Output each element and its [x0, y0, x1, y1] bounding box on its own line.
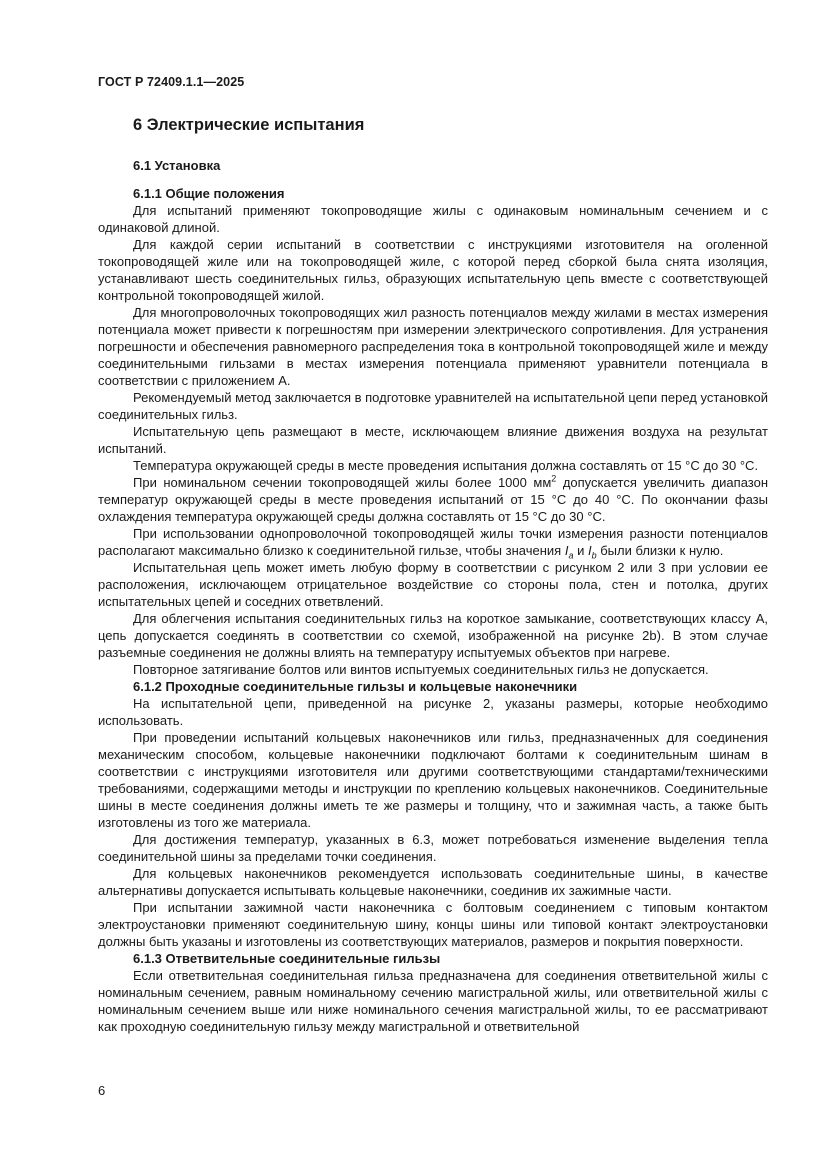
paragraph: Для кольцевых наконечников рекомендуется использовать соединительные шины, в качестве альтернативы допускается испытывать кольцевые наконечники, соединив их зажимные части.	[98, 866, 768, 898]
subscript-b: b	[591, 550, 597, 561]
clause-title-6-1-3: 6.1.3 Ответвительные соединительные гильзы	[133, 951, 441, 966]
subsection-title-6-1: 6.1 Установка	[133, 158, 221, 173]
page-number: 6	[98, 1083, 106, 1098]
subscript-a: a	[568, 550, 574, 561]
paragraph: При испытании зажимной части наконечника с болтовым соединением с типовым контактом электроустановки применяют соединительную шину, концы шины или типовой контакт электроустановки должны быть указаны и изготовлены из соответствующих материалов, размеров и покрытия поверхности.	[98, 900, 768, 949]
section-title: 6 Электрические испытания	[133, 116, 365, 134]
paragraph: Для многопроволочных токопроводящих жил разность потенциалов между жилами в местах измерения потенциала может привести к погрешностям при измерении электрического сопротивления. Для устранения погрешности и обеспечения равномерного распределения тока в контрольной токопроводящей жиле и между соединительными гильзами в местах измерения потенциала применяют уравнители потенциала в соответствии с приложением А.	[98, 305, 768, 388]
paragraph: Для достижения температур, указанных в 6.3, может потребоваться изменение выделения тепла соединительной шины за пределами точки соединения.	[98, 832, 768, 864]
variable-ia: I	[564, 543, 569, 558]
paragraph	[98, 525, 768, 559]
paragraph: Для каждой серии испытаний в соответствии с инструкциями изготовителя на оголенной токопроводящей жиле или на токопроводящей жиле, с которой перед сборкой была снята изоляция, устанавливают шесть соединительных гильз, образующих испытательную цепь вместе с соответствующей контрольной токопроводящей жилой.	[98, 237, 768, 303]
clause-title-6-1-1: 6.1.1 Общие положения	[133, 186, 285, 201]
text-run: При использовании однопроволочной токопроводящей жилы точки измерения разности потенциалов располагают максимально близко к соединительной гильзе, чтобы значения	[98, 526, 768, 558]
text-run: При номинальном сечении токопроводящей жилы более 1000 мм	[133, 475, 552, 490]
paragraph: Испытательная цепь может иметь любую форму в соответствии с рисунком 2 или 3 при условии ее расположения, исключающем отрицательное воздействие со стороны пола, стен и потолка, других испытательных цепей и соседних ответвлений.	[98, 560, 768, 609]
paragraph: Повторное затягивание болтов или винтов испытуемых соединительных гильз не допускается.	[133, 662, 709, 677]
variable-ib: I	[587, 543, 592, 558]
text-run: допускается увеличить диапазон температур окружающей среды в месте проведения испытаний от 15 °С до 40 °С. По окончании фазы охлаждения температура окружающей среды должна составлять от 15 °С до 30 °С.	[98, 475, 768, 524]
clause-title-6-1-2: 6.1.2 Проходные соединительные гильзы и кольцевые наконечники	[133, 679, 578, 694]
document-header: ГОСТ Р 72409.1.1—2025	[98, 75, 245, 89]
text-run: были близки к нулю.	[596, 543, 724, 558]
paragraph: Температура окружающей среды в месте проведения испытания должна составлять от 15 °С до 30 °С.	[133, 458, 759, 473]
paragraph: Для испытаний применяют токопроводящие жилы с одинаковым номинальным сечением и с одинаковой длиной.	[98, 203, 768, 235]
paragraph: На испытательной цепи, приведенной на рисунке 2, указаны размеры, которые необходимо использовать.	[98, 696, 768, 728]
paragraph: Если ответвительная соединительная гильза предназначена для соединения ответвительной жилы с номинальным сечением, равным номинальному сечению магистральной жилы, или ответвительной жилы с номинальным сечением выше или ниже номинального сечения магистральной жилы, то ее рассматривают как проходную соединительную гильзу между магистральной и ответвительной	[98, 968, 768, 1034]
paragraph: Испытательную цепь размещают в месте, исключающем влияние движения воздуха на результат испытаний.	[98, 424, 768, 456]
paragraph: Для облегчения испытания соединительных гильз на короткое замыкание, соответствующих классу А, цепь допускается соединять в соответствии со схемой, изображенной на рисунке 2b). В этом случае разъемные соединения не должны влиять на температуру испытуемых объектов при нагреве.	[98, 611, 768, 660]
paragraph	[98, 474, 768, 525]
document-body	[98, 157, 768, 1035]
paragraph: При проведении испытаний кольцевых наконечников или гильз, предназначенных для соединения механическим способом, кольцевые наконечники подключают болтами к соединительным шинам в соответствии с инструкциями изготовителя или другими соответствующими стандартами/техническими требованиями, содержащими методы и инструкции по креплению кольцевых наконечников. Соединительные шины в месте соединения должны иметь те же размеры и толщину, что и зажимная часть, а также быть изготовлены из того же материала.	[98, 730, 768, 830]
superscript: 2	[551, 473, 557, 484]
text-run: и	[573, 543, 588, 558]
paragraph: Рекомендуемый метод заключается в подготовке уравнителей на испытательной цепи перед установкой соединительных гильз.	[98, 390, 768, 422]
